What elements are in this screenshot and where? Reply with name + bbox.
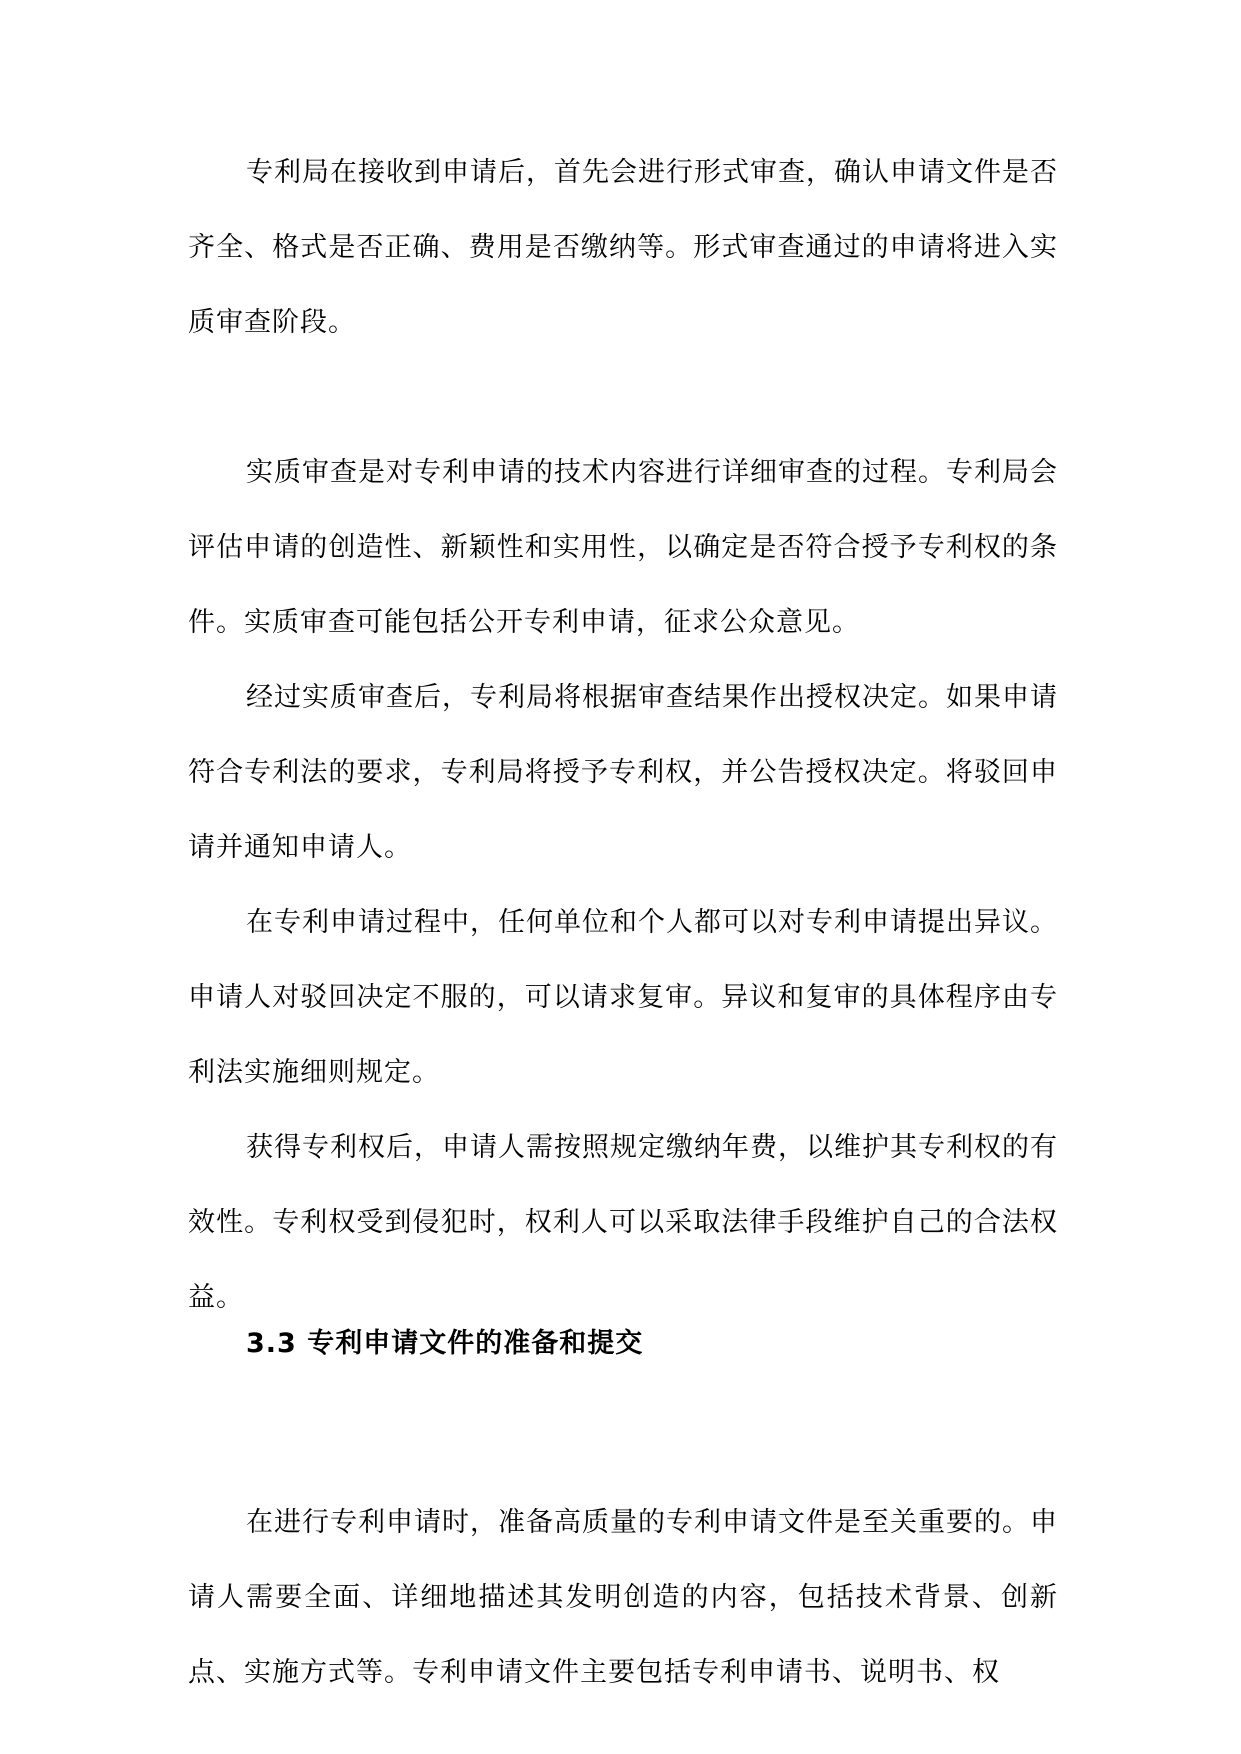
paragraph-annual-fee: 获得专利权后，申请人需按照规定缴纳年费，以维护其专利权的有效性。专利权受到侵犯时，权利人可以采取法律手段维护自己的合法权益。: [188, 1132, 1058, 1313]
paragraph-formal-examination: 专利局在接收到申请后，首先会进行形式审查，确认申请文件是否齐全、格式是否正确、费用是否缴纳等。形式审查通过的申请将进入实质审查阶段。: [188, 157, 1058, 338]
paragraph-application-documents: 在进行专利申请时，准备高质量的专利申请文件是至关重要的。申请人需要全面、详细地描述其发明创造的内容，包括技术背景、创新点、实施方式等。专利申请文件主要包括专利申请书、说明书、权: [188, 1507, 1058, 1688]
paragraph-opposition-review: 在专利申请过程中，任何单位和个人都可以对专利申请提出异议。申请人对驳回决定不服的，可以请求复审。异议和复审的具体程序由专利法实施细则规定。: [188, 907, 1058, 1088]
paragraph-grant-decision: 经过实质审查后，专利局将根据审查结果作出授权决定。如果申请符合专利法的要求，专利局将授予专利权，并公告授权决定。将驳回申请并通知申请人。: [188, 682, 1058, 863]
paragraph-substantive-examination: 实质审查是对专利申请的技术内容进行详细审查的过程。专利局会评估申请的创造性、新颖性和实用性，以确定是否符合授予专利权的条件。实质审查可能包括公开专利申请，征求公众意见。: [188, 457, 1058, 638]
section-heading: 3.3 专利申请文件的准备和提交: [246, 1328, 644, 1359]
